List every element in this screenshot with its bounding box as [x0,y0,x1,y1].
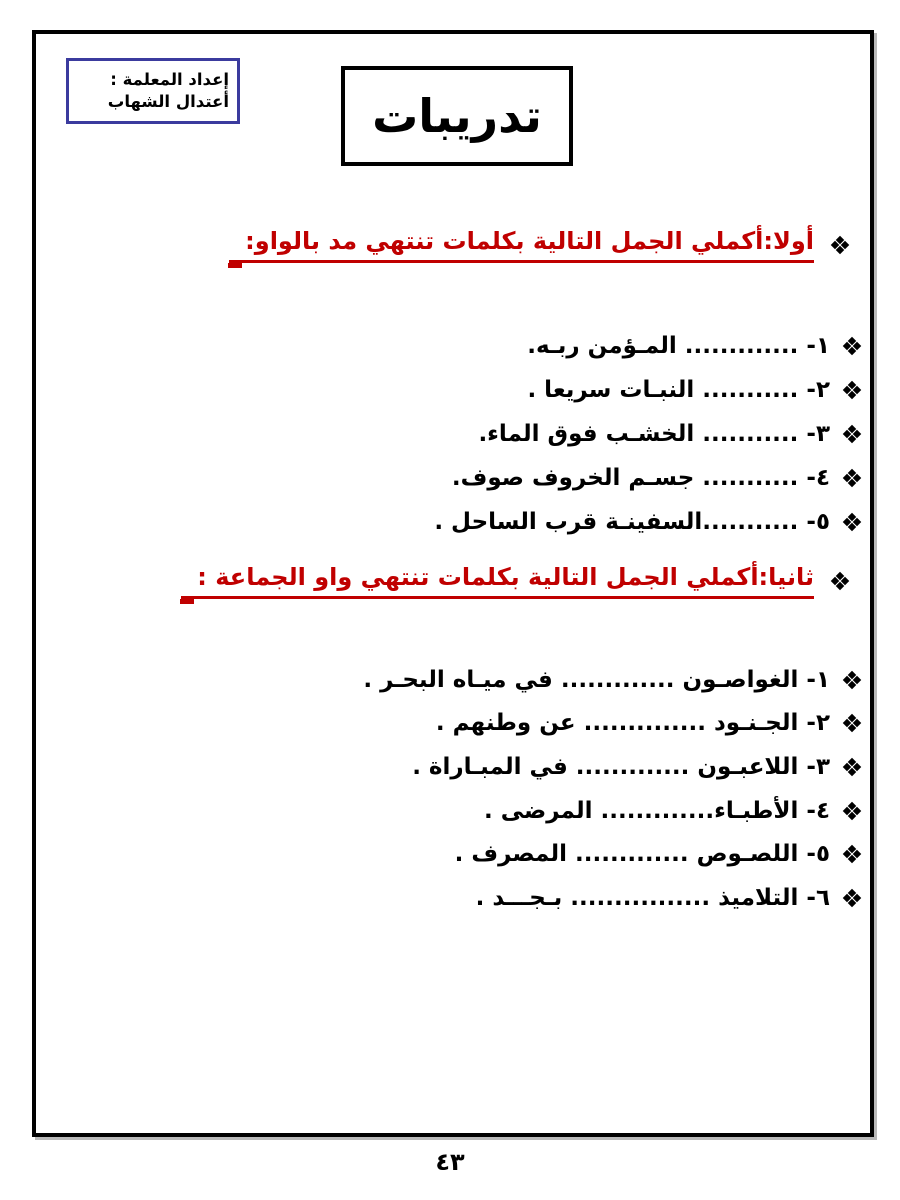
four-diamond-bullet-icon [832,237,848,253]
section-1-heading: أولا:أكملي الجمل التالية بكلمات تنتهي مد بالواو: [229,227,814,263]
item-text: ٢- ........... النبـات سريعا . [527,377,830,403]
list-item [363,789,860,833]
prepared-by-line2: أعتدال الشهاب [107,92,229,111]
four-diamond-bullet-icon [844,426,860,442]
section-2-heading-row [181,563,848,599]
item-text: ٥- ...........السفينـة قرب الساحل . [434,509,830,535]
item-text: ٣- ........... الخشـب فوق الماء. [478,421,830,447]
four-diamond-bullet-icon [844,890,860,906]
list-item [434,324,860,368]
section-2-heading: ثانيا:أكملي الجمل التالية بكلمات تنتهي واو الجماعة : [181,563,814,599]
four-diamond-bullet-icon [844,382,860,398]
item-text: ٤- ........... جسـم الخروف صوف. [451,465,830,491]
four-diamond-bullet-icon [844,715,860,731]
four-diamond-bullet-icon [844,803,860,819]
four-diamond-bullet-icon [844,338,860,354]
list-item [434,500,860,544]
four-diamond-bullet-icon [844,470,860,486]
item-text: ٢- الجـنـود .............. عن وطنهم . [435,710,830,737]
item-text: ٤- الأطبـاء............. المرضى . [484,797,830,824]
list-item [363,832,860,876]
exercise-list-2 [363,658,860,920]
item-text: ١- ............. المـؤمن ربـه. [527,333,830,359]
item-text: ٥- اللصـوص ............. المصرف . [454,841,830,868]
list-item [434,368,860,412]
list-item [363,658,860,702]
list-item [363,702,860,746]
worksheet-title: تدريبات [372,89,542,143]
list-item [363,745,860,789]
item-text: ٣- اللاعبـون ............. في المبـاراة . [412,753,830,780]
four-diamond-bullet-icon [844,846,860,862]
four-diamond-bullet-icon [844,514,860,530]
four-diamond-bullet-icon [832,573,848,589]
four-diamond-bullet-icon [844,759,860,775]
section-1-heading-row [229,227,848,263]
list-item [434,456,860,500]
four-diamond-bullet-icon [844,672,860,688]
item-text: ١- الغواصـون ............. في ميـاه البحـر . [363,666,830,693]
exercise-list-1 [434,324,860,544]
prepared-by-box [66,58,240,124]
title-box [341,66,573,166]
prepared-by-line1: إعداد المعلمة : [110,69,229,89]
page-number: ٤٣ [435,1148,465,1176]
item-text: ٦- التلاميذ ................ بـجـــد . [475,884,830,911]
list-item [363,876,860,920]
list-item [434,412,860,456]
